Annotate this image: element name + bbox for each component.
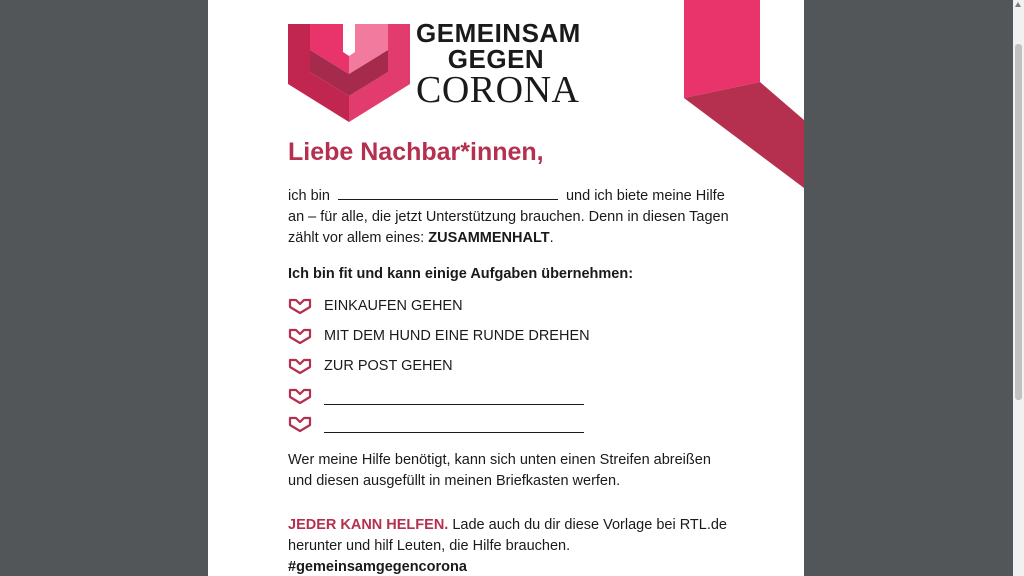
heart-check-icon [288,327,312,345]
hashtag: #gemeinsamgegencorona [288,559,467,575]
task-item [288,294,463,318]
greeting-heading: Liebe Nachbar*innen, [288,138,544,166]
task-label: MIT DEM HUND EINE RUNDE DREHEN [324,328,590,344]
outro-accent: JEDER KANN HELFEN. [288,517,449,533]
heart-check-icon [288,415,312,433]
intro-paragraph [288,186,738,249]
task-item-blank [288,412,584,436]
task-item [288,354,453,378]
name-blank-line [338,186,558,200]
heart-check-icon [288,357,312,375]
brand-wordmark [416,18,581,111]
heart-check-icon [288,387,312,405]
scroll-up-arrow-icon[interactable] [1015,2,1021,7]
corner-ribbon-graphic [684,0,804,190]
task-item [288,324,590,348]
intro-bold: ZUSAMMENHALT [428,230,550,246]
task-label: EINKAUFEN GEHEN [324,298,463,314]
brand-line-corona: CORONA [416,69,580,111]
outro-paragraph [288,515,748,576]
task-item-blank [288,384,584,408]
document-page [208,0,804,576]
scrollbar-thumb[interactable] [1015,44,1022,400]
task-blank-line [324,388,584,405]
instructions-paragraph: Wer meine Hilfe benötigt, kann sich unten einen Streifen abreißen und diesen ausgefüllt in meinen Briefkasten werfen. [288,452,711,489]
task-blank-line [324,416,584,433]
intro-period: . [549,230,554,246]
task-label: ZUR POST GEHEN [324,358,453,374]
outro-text: Lade auch du dir diese Vorlage bei RTL.de herunter und hilf Leuten, die Hilfe brauchen. [288,517,727,554]
heart-logo-icon [288,24,410,122]
vertical-scrollbar[interactable] [1013,0,1024,576]
brand-line-gemeinsam: GEMEINSAM [416,18,581,48]
intro-prefix: ich bin [288,188,330,204]
tasks-heading: Ich bin fit und kann einige Aufgaben übernehmen: [288,266,634,282]
intro-text: und ich biete meine Hilfe an – für alle, die jetzt Unterstützung brauchen. Denn in diesen Tagen zählt vor allem eines: [288,188,729,246]
brand-line-gegen: GEGEN [447,44,545,74]
heart-check-icon [288,297,312,315]
